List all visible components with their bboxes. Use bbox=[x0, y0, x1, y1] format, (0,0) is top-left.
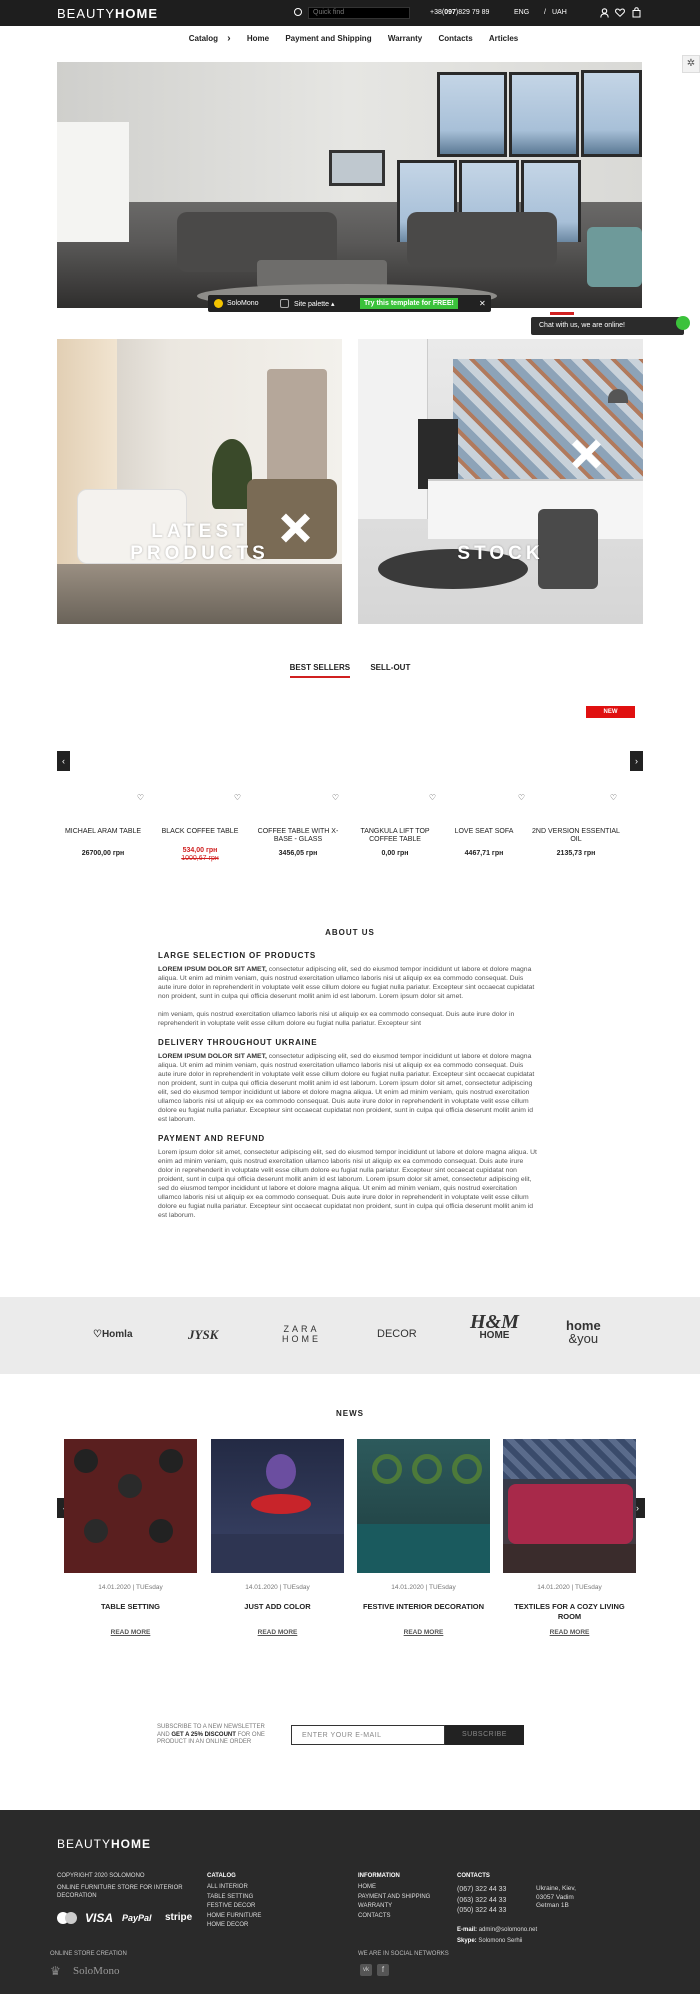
news-date: 14.01.2020 | TUEsday bbox=[537, 1584, 602, 1591]
close-x-icon bbox=[571, 439, 611, 479]
hero-armchair bbox=[587, 227, 642, 287]
hero-window bbox=[437, 72, 507, 157]
footer-description bbox=[57, 1884, 183, 1900]
footer-address bbox=[536, 1885, 576, 1911]
promo-plant bbox=[212, 439, 252, 509]
address-line: Getman 1B bbox=[536, 1902, 569, 1909]
footer-logo-bold: HOME bbox=[111, 1837, 152, 1851]
read-more-link[interactable]: READ MORE bbox=[403, 1629, 444, 1636]
news-card-title[interactable]: JUST ADD COLOR bbox=[244, 1602, 311, 1611]
about-section bbox=[158, 951, 538, 1220]
floor-decor bbox=[211, 1534, 344, 1573]
product-name: LOVE SEAT SOFA bbox=[454, 828, 514, 835]
brand-home-text: HOME bbox=[282, 1334, 321, 1344]
about-paragraph-lead: LOREM IPSUM DOLOR SIT AMET, bbox=[158, 1053, 267, 1060]
sofa-decor bbox=[357, 1524, 490, 1573]
subscribe-button[interactable]: SUBSCRIBE bbox=[445, 1725, 524, 1745]
footer-catalog-link[interactable]: FESTIVE DECOR bbox=[207, 1903, 256, 1909]
brand-hm-home[interactable] bbox=[470, 1311, 519, 1343]
brand-zara-home[interactable] bbox=[282, 1324, 321, 1344]
brand-jysk[interactable]: JYSK bbox=[188, 1327, 219, 1342]
currency-select[interactable]: UAH bbox=[552, 9, 567, 16]
address-line: 03057 Vadim bbox=[536, 1893, 574, 1901]
phone-rest: )829 79 89 bbox=[455, 9, 490, 16]
news-image[interactable] bbox=[64, 1439, 197, 1573]
footer-info-list bbox=[358, 1883, 430, 1921]
carousel-next-button[interactable]: › bbox=[630, 751, 643, 771]
nav-item-contacts[interactable]: Contacts bbox=[438, 34, 473, 43]
footer-phone[interactable]: (063) 322 44 33 bbox=[457, 1896, 507, 1904]
promo-floor bbox=[57, 564, 342, 624]
heart-icon[interactable]: ♡ bbox=[233, 793, 241, 802]
discount-text: GET A 25% DISCOUNT bbox=[171, 1731, 236, 1738]
about-paragraph bbox=[158, 965, 538, 1001]
news-title: NEWS bbox=[336, 1409, 364, 1418]
product-price: 3456,05 грн bbox=[278, 850, 318, 857]
nav-item-payment[interactable]: Payment and Shipping bbox=[285, 34, 372, 43]
palette-brand: SoloMono bbox=[227, 300, 259, 307]
plate-decor bbox=[84, 1519, 108, 1543]
try-template-button[interactable]: Try this template for FREE! bbox=[360, 298, 458, 309]
about-paragraph-lead: LOREM IPSUM DOLOR SIT AMET, bbox=[158, 966, 267, 973]
sofa-decor bbox=[508, 1484, 633, 1544]
store-creation-label: ONLINE STORE CREATION bbox=[50, 1951, 127, 1957]
promo-counter bbox=[428, 479, 643, 539]
hero-slider-indicator[interactable] bbox=[550, 312, 574, 315]
footer-description-line: DECORATION bbox=[57, 1893, 97, 1899]
nav-item-catalog[interactable] bbox=[182, 33, 231, 44]
news-date: 14.01.2020 | TUEsday bbox=[98, 1584, 163, 1591]
nav-item-home[interactable]: Home bbox=[246, 34, 270, 43]
hero-sofa-right bbox=[407, 212, 557, 267]
search-input[interactable]: Quick find bbox=[308, 7, 410, 19]
subscribe-line bbox=[157, 1732, 265, 1740]
palette-icon bbox=[280, 299, 289, 308]
stripe-icon: stripe bbox=[165, 1912, 193, 1923]
product-price: 4467,71 грн bbox=[464, 850, 504, 857]
crown-icon: ♛ bbox=[50, 1964, 61, 1978]
top-bar bbox=[0, 0, 700, 26]
footer-info-title: INFORMATION bbox=[358, 1873, 400, 1879]
flower-decor bbox=[266, 1454, 296, 1489]
chat-label: Chat with us, we are online! bbox=[539, 322, 625, 329]
brand-home-word: home bbox=[566, 1318, 601, 1333]
search-icon[interactable] bbox=[294, 8, 302, 16]
logo-bold-text: HOME bbox=[115, 6, 159, 21]
tab-sell-out[interactable]: SELL-OUT bbox=[370, 663, 411, 672]
about-heading: PAYMENT AND REFUND bbox=[158, 1134, 265, 1143]
hero-window bbox=[581, 70, 642, 157]
footer-catalog-list bbox=[207, 1883, 261, 1931]
brand-hm-home-text: HOME bbox=[479, 1330, 510, 1341]
promo-wall-panel bbox=[267, 369, 327, 489]
news-card[interactable] bbox=[357, 1439, 490, 1636]
heart-icon[interactable] bbox=[615, 8, 625, 17]
product-price: 2135,73 грн bbox=[556, 850, 596, 857]
hero-mirror bbox=[329, 150, 385, 186]
address-line: Ukraine, Kiev, bbox=[536, 1885, 576, 1892]
new-badge: NEW bbox=[586, 706, 635, 718]
news-card[interactable] bbox=[211, 1439, 344, 1636]
cart-icon[interactable] bbox=[632, 7, 641, 18]
news-date: 14.01.2020 | TUEsday bbox=[245, 1584, 310, 1591]
news-image[interactable] bbox=[211, 1439, 344, 1573]
news-card[interactable] bbox=[503, 1439, 636, 1636]
close-x-icon bbox=[280, 513, 310, 543]
email-input[interactable]: ENTER YOUR E-MAIL bbox=[291, 1725, 445, 1745]
brand-hm-text: H&M bbox=[470, 1311, 519, 1333]
product-name: COFFEE TABLE WITH X-BASE - GLASS bbox=[257, 828, 339, 843]
footer-catalog-link[interactable]: TABLE SETTING bbox=[207, 1893, 254, 1900]
plate-decor bbox=[74, 1449, 98, 1473]
promo-tile-wall bbox=[453, 359, 643, 479]
heart-icon[interactable]: ♡ bbox=[428, 793, 436, 802]
plate-decor bbox=[159, 1449, 183, 1473]
footer bbox=[0, 1810, 700, 1994]
floor-decor bbox=[503, 1544, 636, 1573]
vk-icon[interactable]: vk bbox=[360, 1964, 372, 1976]
about-title: ABOUT US bbox=[325, 928, 375, 937]
hero-window bbox=[509, 72, 579, 157]
heart-icon[interactable]: ♡ bbox=[136, 793, 144, 802]
product-tabs bbox=[0, 663, 700, 678]
footer-info-link[interactable]: WARRANTY bbox=[358, 1903, 393, 1909]
news-date: 14.01.2020 | TUEsday bbox=[391, 1584, 456, 1591]
footer-description-line: ONLINE FURNITURE STORE FOR INTERIOR bbox=[57, 1885, 183, 1891]
news-card-title[interactable]: TABLE SETTING bbox=[100, 1602, 161, 1611]
about-paragraph: Lorem ipsum dolor sit amet, consectetur adipiscing elit, sed do eiusmod tempor incididunt ut labore et dolore magna aliqua. Ut enim ad minim veniam, quis nostrud exercitation ullamco laboris nisi ut aliquip ex ea commodo consequat. Duis aute irure dolor in reprehenderit in voluptate velit esse cillum dolore eu fugiat nulla pariatur. Excepteur sint occaecat cupidatat non proident, sunt in culpa qui officia deserunt mollit anim id est laborum. Lorem ipsum dolor sit amet, consectetur adipiscing elit, sed do eiusmod tempor incididunt ut labore et dolore magna aliqua. Ut enim ad minim veniam, quis nostrud exercitation ullamco laboris nisi ut aliquip ex ea commodo consequat. Duis aute irure dolor in reprehenderit in voluptate velit esse cillum dolore eu fugiat nulla pariatur. Excepteur sint occaecat cupidatat non proident, sunt in culpa qui officia deserunt mollit anim id est laborum. bbox=[158, 1149, 537, 1219]
gear-icon[interactable]: ✲ bbox=[682, 55, 700, 73]
carousel-prev-button[interactable]: ‹ bbox=[57, 751, 70, 771]
footer-catalog-link[interactable]: HOME DECOR bbox=[207, 1922, 249, 1928]
read-more-link[interactable]: READ MORE bbox=[257, 1629, 298, 1636]
promo-stock-title: STOCK bbox=[457, 543, 544, 564]
nav-item-warranty[interactable]: Warranty bbox=[387, 34, 423, 43]
product-name: TANGKULA LIFT TOP COFFEE TABLE bbox=[360, 828, 430, 843]
visa-icon: VISA bbox=[85, 1911, 114, 1925]
product-name: BLACK COFFEE TABLE bbox=[161, 828, 239, 835]
skype-label: Skype: bbox=[457, 1938, 477, 1944]
brand-zara-text: ZARA bbox=[283, 1324, 320, 1334]
phone-code: 097 bbox=[444, 9, 456, 16]
brand-decor[interactable]: DECOR bbox=[377, 1328, 417, 1340]
about-heading: DELIVERY THROUGHOUT UKRAINE bbox=[158, 1038, 318, 1047]
heart-icon[interactable]: ♡ bbox=[517, 793, 525, 802]
promo-title-line1: LATEST bbox=[151, 521, 248, 542]
brands-strip bbox=[0, 1297, 700, 1374]
promo-stock[interactable] bbox=[358, 339, 643, 624]
paypal-icon: PayPal bbox=[122, 1913, 152, 1923]
footer-phone[interactable]: (050) 322 44 33 bbox=[457, 1907, 507, 1914]
plate-decor bbox=[149, 1519, 173, 1543]
nav-item-articles[interactable]: Articles bbox=[488, 34, 519, 43]
site-palette-label: Site palette bbox=[294, 301, 330, 308]
footer-catalog-link[interactable]: ALL INTERIOR bbox=[207, 1884, 248, 1890]
product-price: 534,00 грн bbox=[182, 847, 218, 854]
footer-contacts-title: CONTACTS bbox=[457, 1873, 490, 1879]
news-card[interactable] bbox=[64, 1439, 197, 1636]
subscribe-text-part: AND bbox=[157, 1731, 172, 1738]
about-heading: LARGE SELECTION OF PRODUCTS bbox=[158, 951, 317, 960]
red-table-decor bbox=[251, 1494, 311, 1514]
footer-logo-light: BEAUTY bbox=[57, 1837, 112, 1851]
mastercard-icon bbox=[57, 1912, 77, 1924]
brand-home-you[interactable] bbox=[566, 1319, 601, 1345]
footer-phone[interactable]: (067) 322 44 33 bbox=[457, 1886, 507, 1893]
footer-logo[interactable] bbox=[57, 1837, 151, 1851]
product-name: 2ND VERSION ESSENTIAL OIL bbox=[532, 828, 620, 843]
about-paragraph-text: consectetur adipiscing elit, sed do eiusmod tempor incididunt ut labore et dolore magna aliqua. Ut enim ad minim veniam, quis nostrud exercitation ullamco laboris nisi ut aliquip ex ea commodo consequat. Duis aute irure dolor in reprehenderit in voluptate velit esse cillum dolore eu fugiat nulla pariatur. Excepteur sint occaecat cupidatat non proident, sunt in culpa qui officia deserunt mollit anim id est laborum. Lorem ipsum dolor sit amet. bbox=[158, 966, 535, 1000]
email-label: E-mail: bbox=[457, 1927, 478, 1933]
hero-cabinet bbox=[57, 122, 129, 242]
subscribe-line: PRODUCT IN AN ONLINE ORDER bbox=[157, 1739, 252, 1745]
social-title: WE ARE IN SOCIAL NETWORKS bbox=[358, 1951, 449, 1957]
subscribe-text-part: FOR ONE bbox=[235, 1731, 265, 1738]
footer-catalog-title: CATALOG bbox=[207, 1873, 236, 1879]
footer-phones bbox=[457, 1885, 506, 1917]
promo-pendant bbox=[608, 389, 628, 403]
chevron-right-icon: › bbox=[227, 33, 231, 44]
solomono-palette-bar bbox=[208, 295, 491, 312]
footer-email[interactable] bbox=[457, 1926, 537, 1936]
email-value: admin@solomono.net bbox=[478, 1927, 538, 1933]
facebook-icon[interactable]: f bbox=[377, 1964, 389, 1976]
about-paragraph bbox=[158, 1052, 538, 1124]
footer-catalog-link[interactable]: HOME FURNITURE bbox=[207, 1912, 262, 1919]
wreath-decor bbox=[372, 1454, 402, 1484]
copyright: COPYRIGHT 2020 SOLOMONO bbox=[57, 1873, 145, 1879]
site-palette-button[interactable] bbox=[294, 300, 335, 308]
product-old-price: 1000,67 грн bbox=[181, 855, 219, 862]
plaid-curtain-decor bbox=[503, 1439, 636, 1479]
caret-up-icon: ▴ bbox=[330, 301, 335, 308]
promo-title-line2: PRODUCTS bbox=[130, 543, 269, 564]
solomono-logo-icon bbox=[214, 299, 223, 308]
news-image[interactable] bbox=[503, 1439, 636, 1573]
skype-value: Solomono Serhii bbox=[478, 1938, 523, 1944]
subscribe-text bbox=[157, 1724, 265, 1747]
about-paragraph-text: consectetur adipiscing elit, sed do eiusmod tempor incididunt ut labore et dolore magna aliqua. Ut enim ad minim veniam, quis nostrud exercitation ullamco laboris nisi ut aliquip ex ea commodo consequat. Duis aute irure dolor in reprehenderit in voluptate velit esse cillum dolore eu fugiat nulla pariatur. Excepteur sint occaecat cupidatat non proident, sunt in culpa qui officia deserunt mollit anim id est laborum. Lorem ipsum dolor sit amet, consectetur adipiscing elit, sed do eiusmod tempor incididunt ut labore et dolore magna aliqua. Ut enim ad minim veniam, quis nostrud exercitation ullamco laboris nisi ut aliquip ex ea commodo consequat. Duis aute irure dolor in reprehenderit in voluptate velit esse cillum dolore eu fugiat nulla pariatur. Excepteur sint occaecat cupidatat non proident, sunt in culpa qui officia deserunt mollit anim id est laborum. bbox=[158, 1053, 535, 1123]
nav-label: Catalog bbox=[188, 34, 219, 43]
phone-prefix: +38( bbox=[430, 9, 445, 16]
hero-image bbox=[57, 62, 642, 308]
close-icon[interactable]: ✕ bbox=[479, 299, 486, 308]
footer-skype[interactable] bbox=[457, 1937, 522, 1947]
plate-decor bbox=[118, 1474, 142, 1498]
main-navigation bbox=[0, 33, 700, 51]
chat-status-icon bbox=[676, 316, 690, 330]
wreath-decor bbox=[452, 1454, 482, 1484]
site-logo[interactable] bbox=[57, 6, 158, 21]
footer-info-link[interactable]: CONTACTS bbox=[358, 1912, 391, 1919]
logo-light-text: BEAUTY bbox=[57, 6, 116, 21]
news-next-button[interactable]: › bbox=[630, 1498, 645, 1518]
language-select[interactable]: ENG bbox=[514, 9, 530, 16]
read-more-link[interactable]: READ MORE bbox=[110, 1629, 151, 1636]
heart-icon[interactable]: ♡ bbox=[331, 793, 339, 802]
product-price: 26700,00 грн bbox=[81, 850, 125, 857]
user-icon[interactable] bbox=[600, 8, 609, 18]
tab-best-sellers[interactable]: BEST SELLERS bbox=[290, 663, 350, 678]
brand-homla[interactable]: ♡Homla bbox=[93, 1329, 133, 1340]
news-card-title[interactable]: TEXTILES FOR A COZY LIVING ROOM bbox=[514, 1602, 625, 1621]
footer-info-link[interactable]: PAYMENT AND SHIPPING bbox=[358, 1893, 431, 1900]
creator-logo[interactable]: SoloMono bbox=[73, 1965, 120, 1977]
chat-widget[interactable] bbox=[531, 317, 684, 335]
news-card-title[interactable]: FESTIVE INTERIOR DECORATION bbox=[362, 1602, 485, 1611]
brand-you-word: &you bbox=[568, 1331, 599, 1346]
wreath-decor bbox=[412, 1454, 442, 1484]
currency-separator: / bbox=[544, 9, 546, 16]
news-image[interactable] bbox=[357, 1439, 490, 1573]
promo-latest-products[interactable] bbox=[57, 339, 342, 624]
product-price: 0,00 грн bbox=[381, 850, 409, 857]
subscribe-line: SUBSCRIBE TO A NEW NEWSLETTER bbox=[157, 1724, 265, 1730]
footer-info-link[interactable]: HOME bbox=[358, 1884, 376, 1890]
product-name: MICHAEL ARAM TABLE bbox=[64, 828, 142, 835]
about-paragraph: nim veniam, quis nostrud exercitation ullamco laboris nisi ut aliquip ex ea commodo consequat. Duis aute irure dolor in reprehenderit in voluptate velit esse cillum dolore eu fugiat nulla pariatur. Excepteur sint bbox=[158, 1011, 515, 1027]
heart-icon[interactable]: ♡ bbox=[609, 793, 617, 802]
phone-number[interactable] bbox=[430, 9, 489, 16]
read-more-link[interactable]: READ MORE bbox=[549, 1629, 590, 1636]
